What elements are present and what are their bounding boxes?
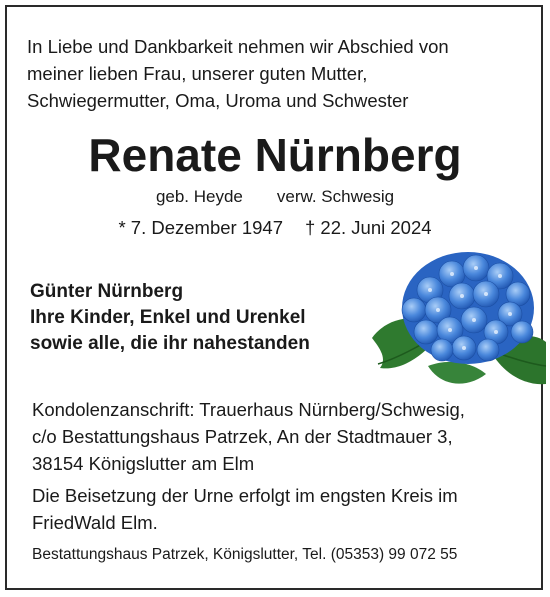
intro-line-2: meiner lieben Frau, unserer guten Mutter, (27, 63, 368, 84)
life-dates (0, 215, 550, 241)
address-line-3: 38154 Königslutter am Elm (32, 453, 255, 474)
born-name: geb. Heyde (155, 187, 243, 206)
funeral-home-footer: Bestattungshaus Patrzek, Königslutter, Tel. (05353) 99 072 55 (32, 546, 458, 563)
mourners-list (30, 279, 370, 357)
address-line-1: Kondolenzanschrift: Trauerhaus Nürnberg/Schwesig, (32, 399, 465, 420)
name-details (0, 186, 550, 208)
intro-line-1: In Liebe und Dankbarkeit nehmen wir Abschied von (27, 36, 449, 57)
deceased-name: Renate Nürnberg (88, 129, 462, 181)
address-line-2: c/o Bestattungshaus Patrzek, An der Stadtmauer 3, (32, 426, 453, 447)
hydrangea-flower-icon (368, 246, 546, 396)
burial-line-2: FriedWald Elm. (32, 512, 158, 533)
burial-line-1: Die Beisetzung der Urne erfolgt im engsten Kreis im (32, 485, 458, 506)
birth-date: * 7. Dezember 1947 (118, 217, 283, 238)
intro-line-3: Schwiegermutter, Oma, Uroma und Schwester (27, 90, 409, 111)
condolence-address (32, 396, 522, 477)
widowed-name: verw. Schwesig (276, 187, 395, 206)
mourner-line-1: Günter Nürnberg (30, 281, 184, 302)
mourner-line-2: Ihre Kinder, Enkel und Urenkel (30, 307, 306, 328)
intro-text (27, 33, 517, 114)
burial-notice (32, 482, 522, 536)
mourner-line-3: sowie alle, die ihr nahestanden (30, 333, 310, 354)
death-date: † 22. Juni 2024 (305, 217, 432, 238)
